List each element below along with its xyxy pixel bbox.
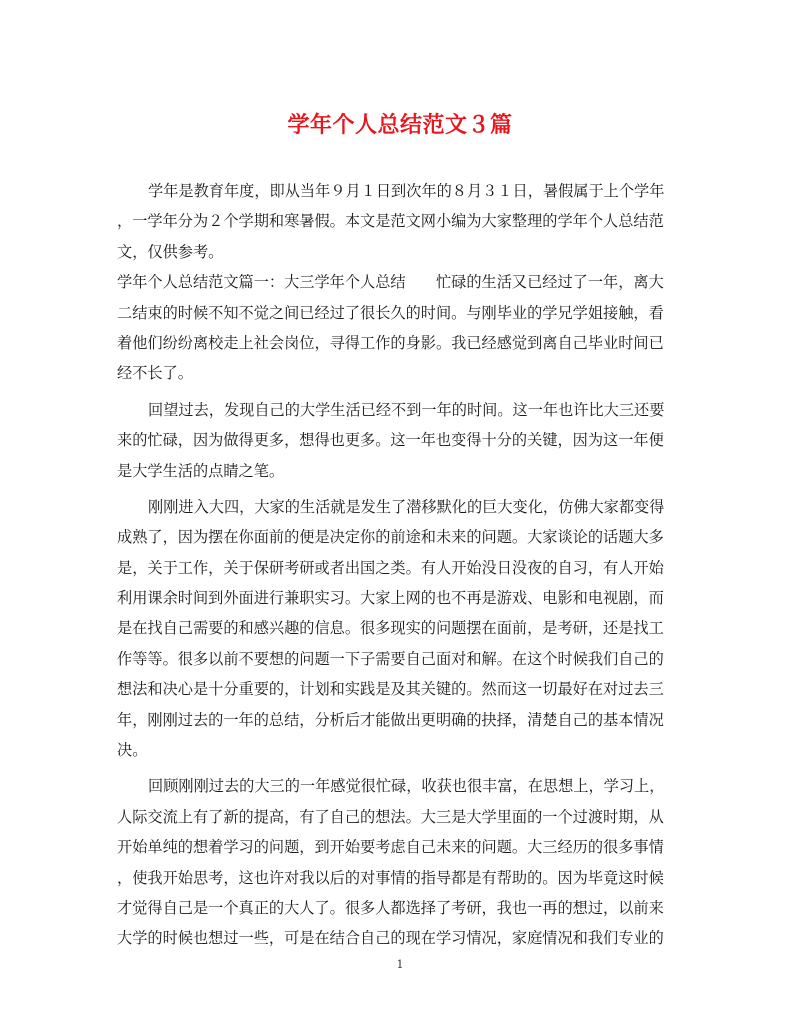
document-title: 学年个人总结范文３篇 (287, 112, 513, 138)
paragraph-line: 学年个人总结范文篇一：大三学年个人总结 忙碌的生活又已经过了一年，离大 (117, 273, 664, 292)
paragraph-line: 大学的时候也想过一些，可是在结合自己的现在学习情况，家庭情况和我们专业的 (117, 929, 664, 948)
paragraph-line: ，使我开始思考，这也许对我以后的对事情的指导都是有帮助的。因为毕竟这时候 (117, 868, 664, 887)
paragraph-line: 是，关于工作，关于保研考研或者出国之类。有人开始没日没夜的自习，有人开始 (117, 558, 664, 577)
paragraph-line: 经不长了。 (117, 364, 193, 383)
paragraph-line: 开始单纯的想着学习的问题，到开始要考虑自己未来的问题。大三经历的很多事情 (117, 838, 664, 857)
paragraph-line: 学年是教育年度，即从当年９月１日到次年的８月３１日，暑假属于上个学年 (148, 182, 665, 200)
paragraph-line: 着他们纷纷离校走上社会岗位，寻得工作的身影。我已经感觉到离自己毕业时间已 (117, 333, 664, 352)
document-body (117, 176, 689, 954)
paragraph-line: 人际交流上有了新的提高，有了自己的想法。大三是大学里面的一个过渡时期，从 (117, 807, 664, 826)
paragraph-line: ，一学年分为２个学期和寒暑假。本文是范文网小编为大家整理的学年个人总结范 (117, 212, 664, 231)
paragraph-line: 想法和决心是十分重要的，计划和实践是及其关键的。然而这一切最好在对过去三 (117, 680, 664, 699)
paragraph-line: 二结束的时候不知不觉之间已经过了很长久的时间。与刚毕业的学兄学姐接触，看 (117, 303, 664, 322)
page-number: 1 (396, 958, 404, 971)
paragraph-line: 是在找自己需要的和感兴趣的信息。很多现实的问题摆在面前，是考研，还是找工 (117, 619, 664, 638)
paragraph-line: 作等等。很多以前不要想的问题一下子需要自己面对和解。在这个时候我们自己的 (117, 649, 664, 668)
paragraph-line: 回顾刚刚过去的大三的一年感觉很忙碌，收获也很丰富，在思想上，学习上， (148, 777, 665, 796)
paragraph-line: 决。 (117, 741, 148, 760)
paragraph-line: 是大学生活的点睛之笔。 (117, 461, 285, 480)
paragraph-line: 才觉得自己是一个真正的大人了。很多人都选择了考研，我也一再的想过，以前来 (117, 898, 664, 917)
paragraph-line: 文，仅供参考。 (117, 242, 224, 261)
paragraph-line: 回望过去，发现自己的大学生活已经不到一年的时间。这一年也许比大三还要 (148, 400, 665, 419)
paragraph-line: 刚刚进入大四，大家的生活就是发生了潜移默化的巨大变化，仿佛大家都变得 (148, 497, 665, 516)
paragraph-line: 来的忙碌，因为做得更多，想得也更多。这一年也变得十分的关键，因为这一年便 (117, 431, 664, 450)
paragraph-line: 成熟了，因为摆在你面前的便是决定你的前途和未来的问题。大家谈论的话题大多 (117, 528, 664, 547)
paragraph-line: 利用课余时间到外面进行兼职实习。大家上网的也不再是游戏、电影和电视剧，而 (117, 589, 664, 608)
paragraph-line: 年，刚刚过去的一年的总结，分析后才能做出更明确的抉择，清楚自己的基本情况 (117, 710, 664, 729)
